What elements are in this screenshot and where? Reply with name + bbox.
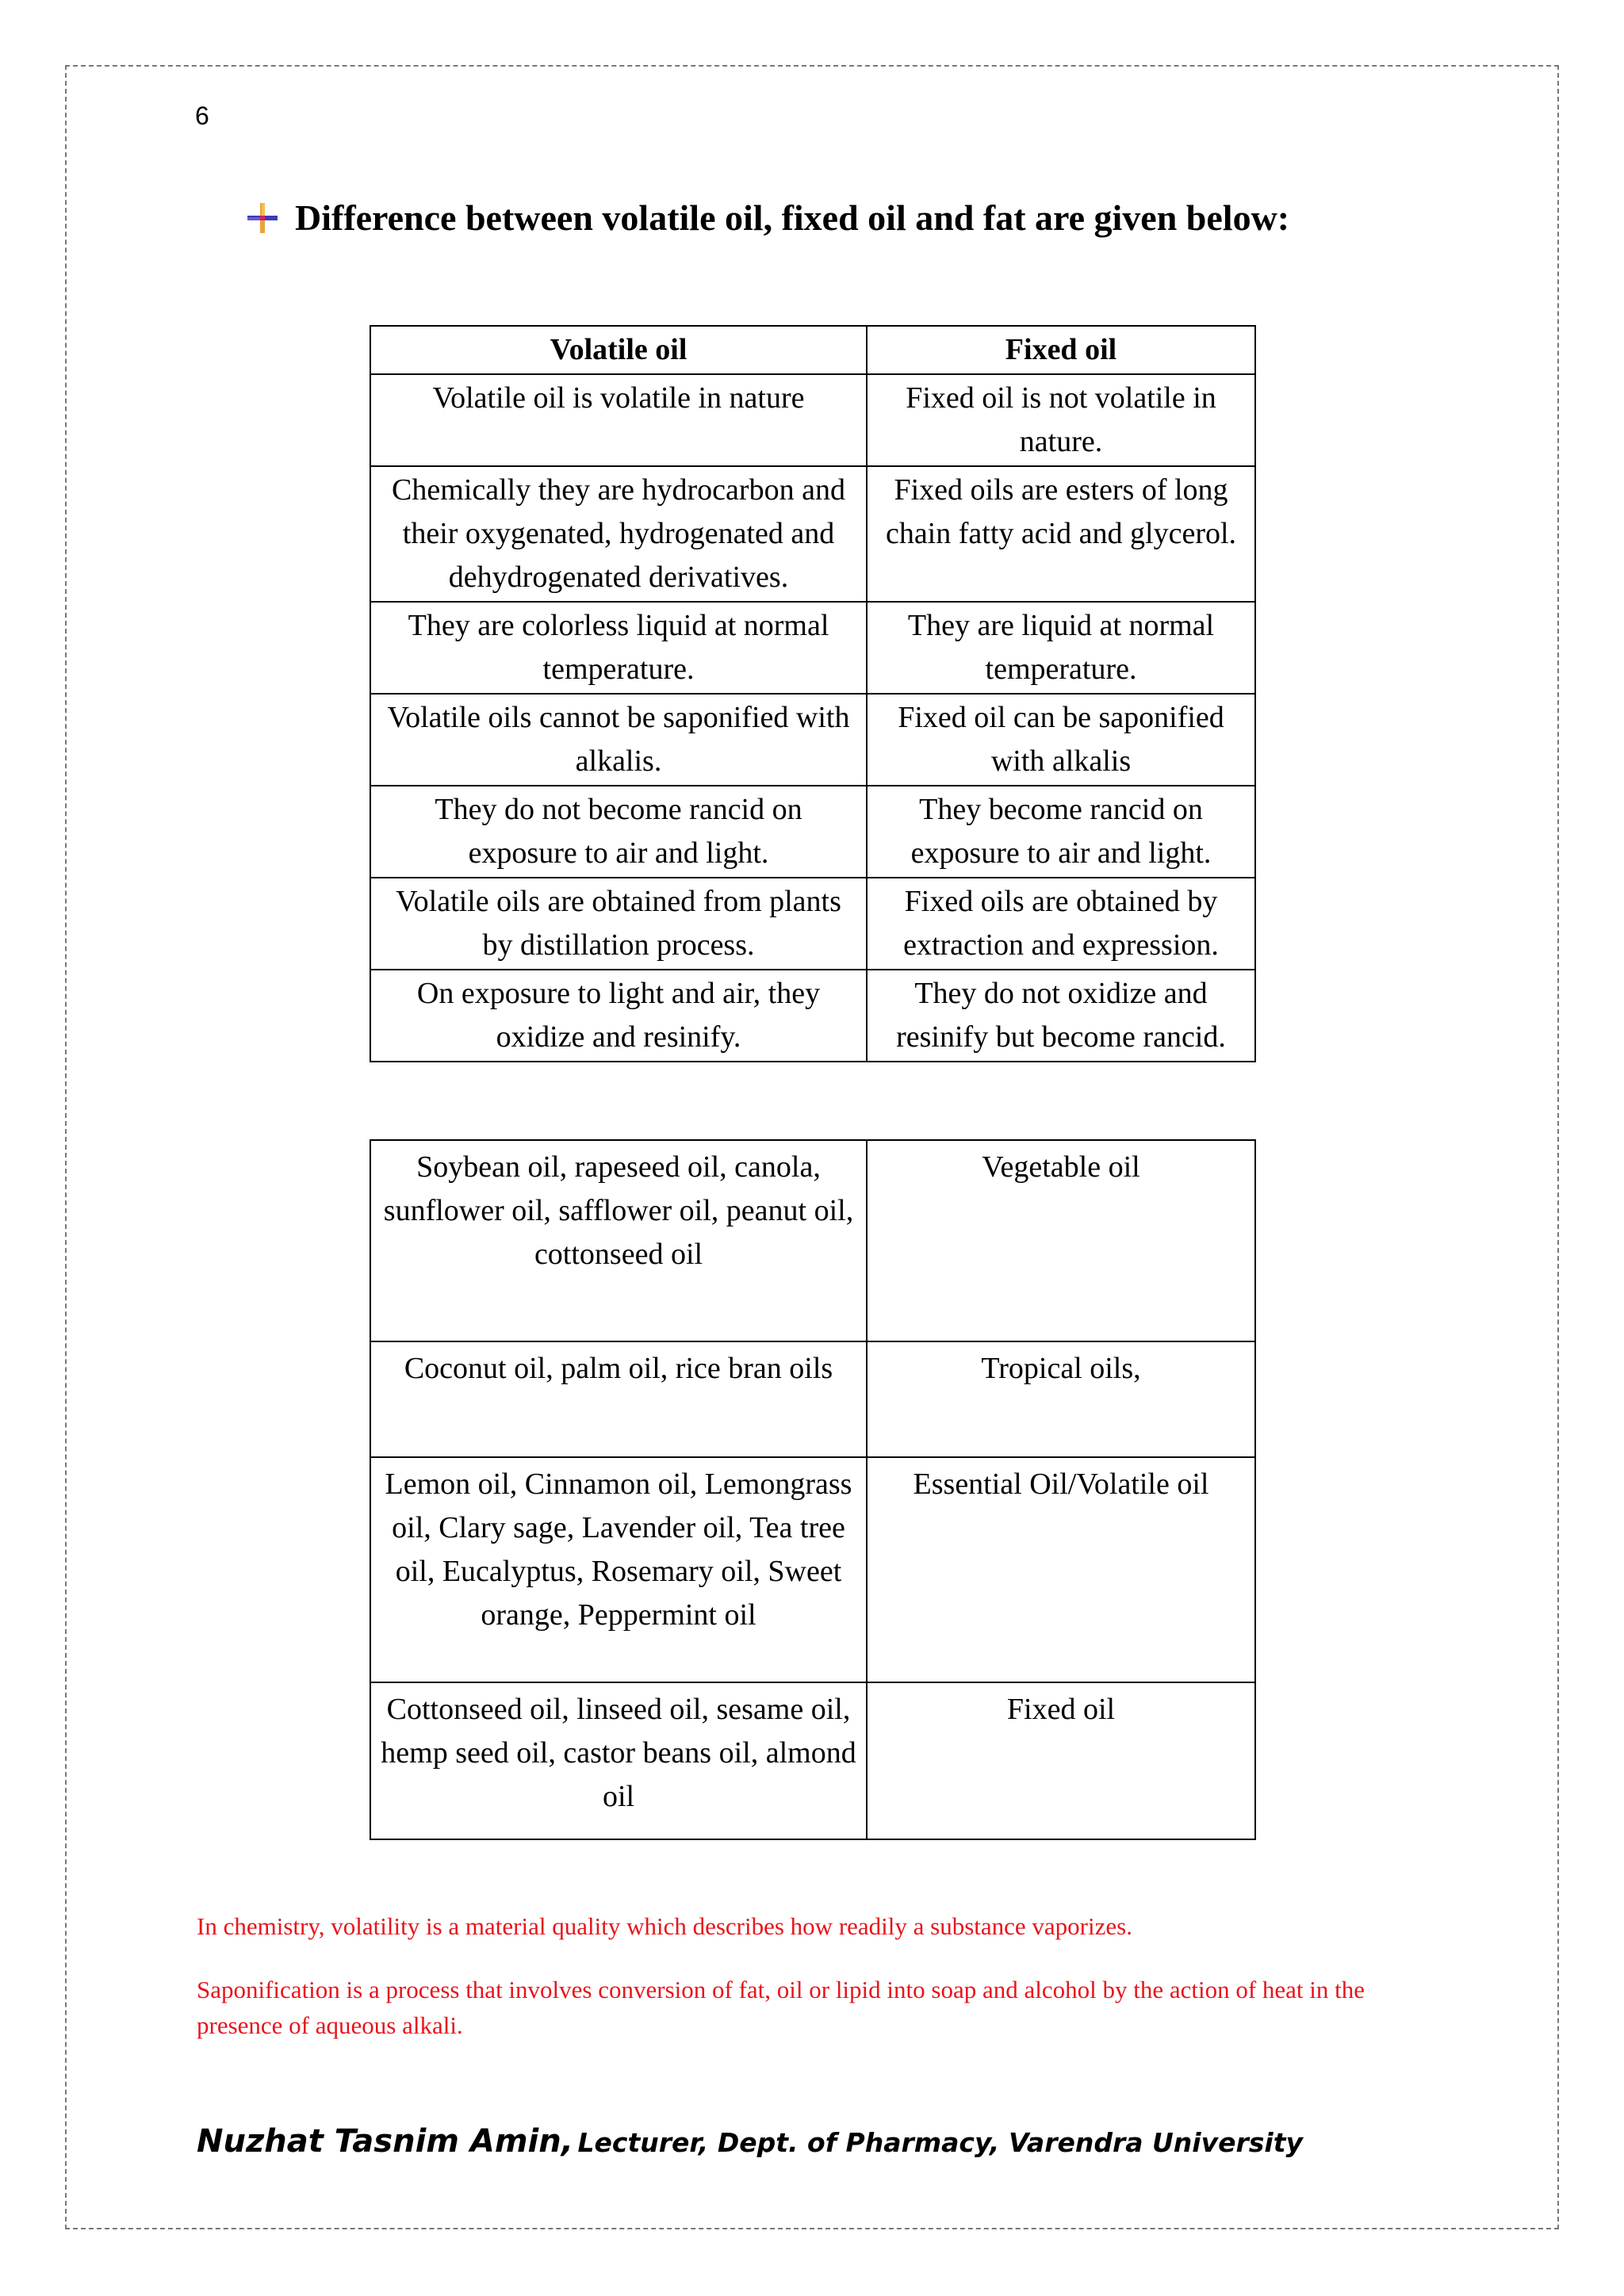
- examples-table: [370, 1139, 1256, 1840]
- note-saponification: Saponification is a process that involves conversion of fat, oil or lipid into soap and alcohol by the action of heat in the presence of aqueous alkali.: [197, 1976, 1365, 2039]
- author-role: Lecturer, Dept. of Pharmacy, Varendra University: [577, 2127, 1304, 2158]
- section-heading: [244, 197, 1289, 239]
- note-volatility: In chemistry, volatility is a material quality which describes how readily a substance vaporizes.: [197, 1912, 1132, 1940]
- table-cell: Volatile oils are obtained from plants by distillation process.: [370, 878, 867, 970]
- table-cell: Volatile oil is volatile in nature: [370, 374, 867, 466]
- table-cell: They do not become rancid on exposure to air and light.: [370, 786, 867, 878]
- table-cell: Vegetable oil: [867, 1140, 1255, 1341]
- table-row: [370, 1140, 1255, 1341]
- table-cell: Lemon oil, Cinnamon oil, Lemongrass oil, Clary sage, Lavender oil, Tea tree oil, Eucalyptus, Rosemary oil, Sweet orange, Peppermint oil: [370, 1457, 867, 1682]
- author-name: Nuzhat Tasnim Amin,: [197, 2123, 573, 2160]
- table-cell: Cottonseed oil, linseed oil, sesame oil, hemp seed oil, castor beans oil, almond oil: [370, 1682, 867, 1839]
- table-cell: Volatile oils cannot be saponified with alkalis.: [370, 694, 867, 786]
- table-cell: Coconut oil, palm oil, rice bran oils: [370, 1341, 867, 1457]
- table-cell: Chemically they are hydrocarbon and their oxygenated, hydrogenated and dehydrogenated derivatives.: [370, 466, 867, 602]
- table-row: [370, 466, 1255, 602]
- table-row: [370, 1341, 1255, 1457]
- author-footer: [197, 2123, 1303, 2160]
- table-row: [370, 1457, 1255, 1682]
- table-row: [370, 970, 1255, 1062]
- table-row: [370, 1682, 1255, 1839]
- table-cell: Fixed oils are esters of long chain fatty acid and glycerol.: [867, 466, 1255, 602]
- four-point-star-bullet-icon: [244, 200, 281, 236]
- table-header-row: [370, 326, 1255, 374]
- table-row: [370, 694, 1255, 786]
- table-cell: Soybean oil, rapeseed oil, canola, sunflower oil, safflower oil, peanut oil, cottonseed oil: [370, 1140, 867, 1341]
- table-cell: Essential Oil/Volatile oil: [867, 1457, 1255, 1682]
- table-cell: Tropical oils,: [867, 1341, 1255, 1457]
- table-row: [370, 602, 1255, 694]
- comparison-table: [370, 325, 1256, 1062]
- table-row: [370, 878, 1255, 970]
- table-cell: Fixed oil is not volatile in nature.: [867, 374, 1255, 466]
- table-cell: They do not oxidize and resinify but become rancid.: [867, 970, 1255, 1062]
- table-cell: Fixed oils are obtained by extraction and expression.: [867, 878, 1255, 970]
- table-cell: They are colorless liquid at normal temperature.: [370, 602, 867, 694]
- heading-text: Difference between volatile oil, fixed oil and fat are given below:: [295, 197, 1290, 238]
- table-cell: Fixed oil: [867, 1682, 1255, 1839]
- table-cell: On exposure to light and air, they oxidize and resinify.: [370, 970, 867, 1062]
- table-row: [370, 374, 1255, 466]
- page-number: 6: [195, 101, 209, 130]
- table-cell: They become rancid on exposure to air and light.: [867, 786, 1255, 878]
- header-volatile-oil: Volatile oil: [370, 326, 867, 374]
- table-cell: They are liquid at normal temperature.: [867, 602, 1255, 694]
- header-fixed-oil: Fixed oil: [867, 326, 1255, 374]
- table-row: [370, 786, 1255, 878]
- table-cell: Fixed oil can be saponified with alkalis: [867, 694, 1255, 786]
